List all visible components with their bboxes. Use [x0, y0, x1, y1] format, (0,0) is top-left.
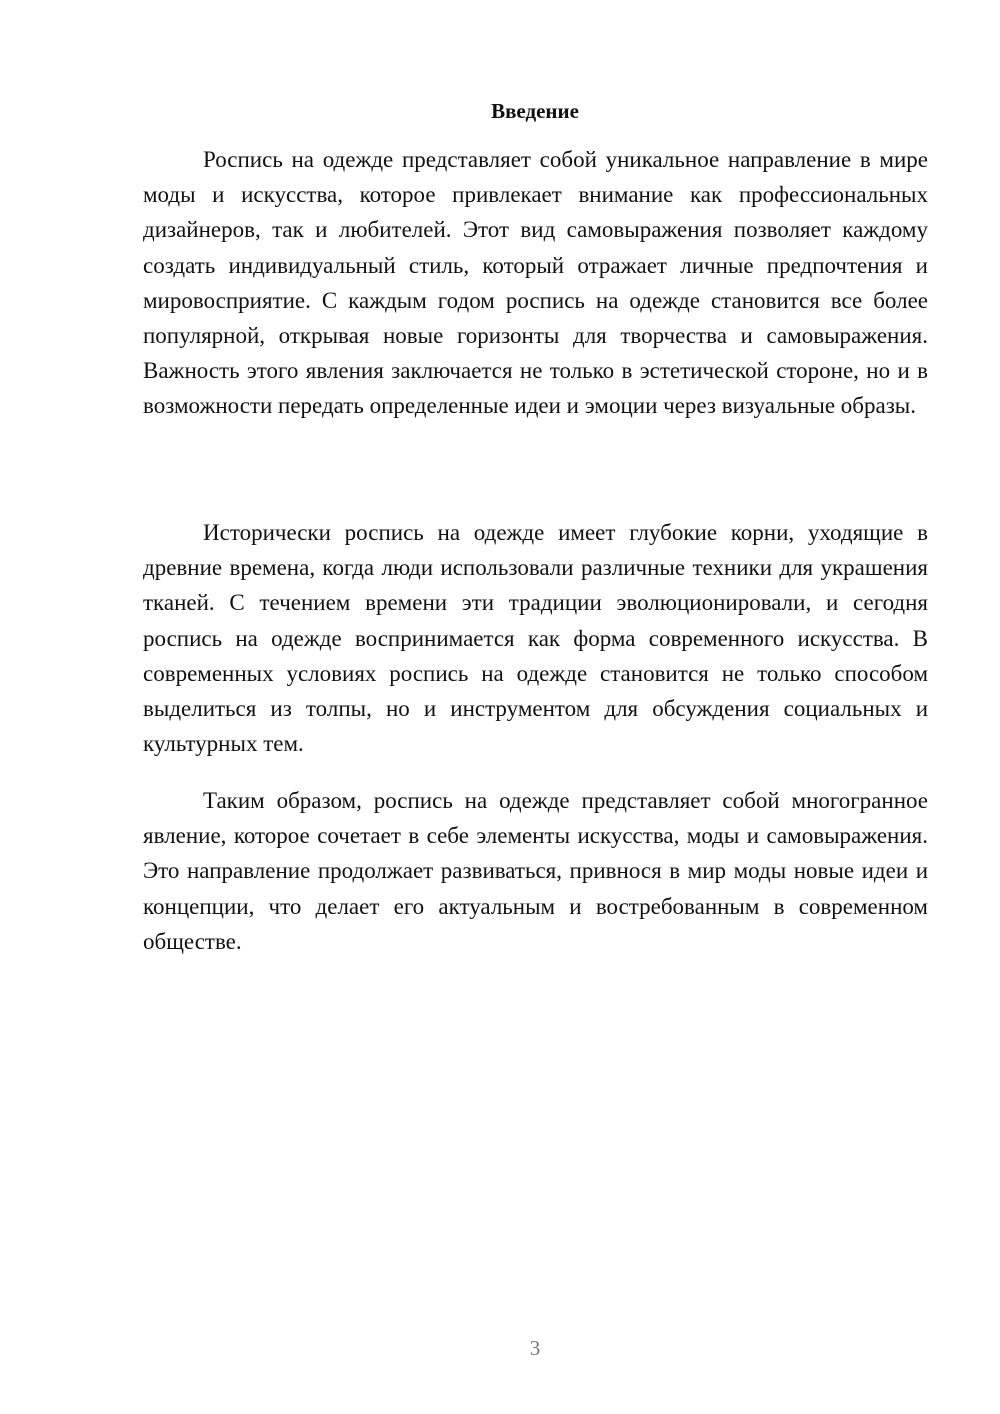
page-number: 3: [529, 1336, 541, 1360]
paragraph-3: Таким образом, роспись на одежде представляет собой многогранное явление, которое сочетает в себе элементы искусства, моды и самовыражения. Это направление продолжает развиваться, привнося в мир моды новые идеи и концепции, что делает его актуальным и востребованным в современном обществе.: [143, 788, 928, 954]
paragraph-1: Роспись на одежде представляет собой уникальное направление в мире моды и искусства, которое привлекает внимание как профессиональных дизайнеров, так и любителей. Этот вид самовыражения позволяет каждому создать индивидуальный стиль, который отражает личные предпочтения и мировосприятие. С каждым годом роспись на одежде становится все более популярной, открывая новые горизонты для творчества и самовыражения. Важность этого явления заключается не только в эстетической стороне, но и в возможности передать определенные идеи и эмоции через визуальные образы.: [143, 147, 928, 419]
paragraph-2: Исторически роспись на одежде имеет глубокие корни, уходящие в древние времена, когда люди использовали различные техники для украшения тканей. С течением времени эти традиции эволюционировали, и сегодня роспись на одежде воспринимается как форма современного искусства. В современных условиях роспись на одежде становится не только способом выделиться из толпы, но и инструментом для обсуждения социальных и культурных тем.: [143, 520, 928, 757]
page-title: Введение: [491, 99, 579, 123]
